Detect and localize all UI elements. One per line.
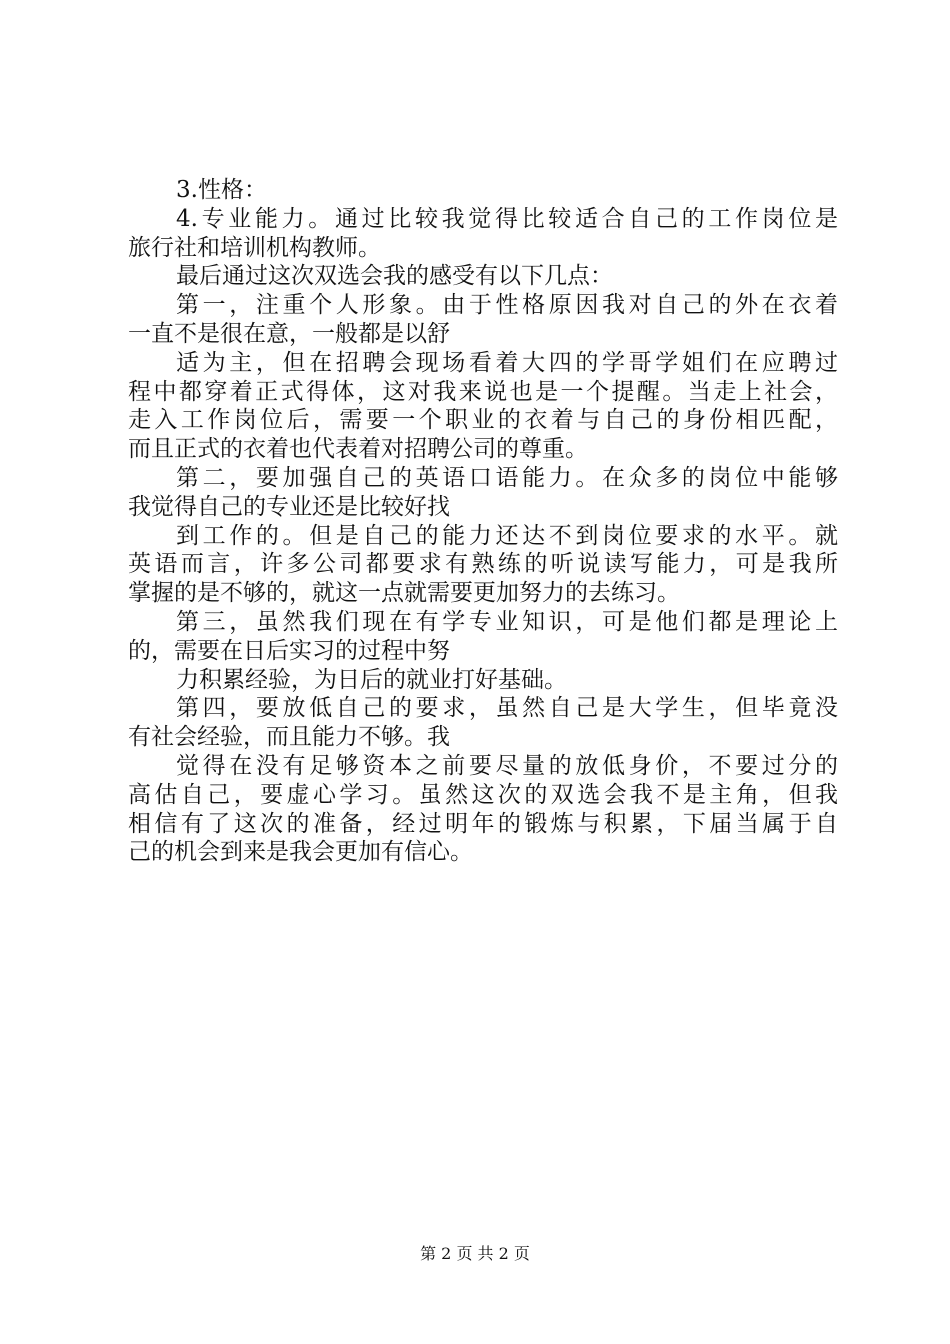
text-line: 3.性格：: [176, 177, 267, 203]
page-footer: 第 2 页 共 2 页: [420, 1244, 530, 1263]
text-line: 力积累经验，为日后的就业打好基础。: [176, 666, 567, 693]
text-line: 一直不是很在意，一般都是以舒: [128, 320, 450, 347]
text-line: 有社会经验，而且能力不够。我: [128, 724, 450, 751]
text-line: 第三，虽然我们现在有学专业知识，可是他们都是理论上: [176, 608, 838, 635]
text-line: 到工作的。但是自己的能力还达不到岗位要求的水平。就: [176, 522, 838, 549]
text-line: 适为主，但在招聘会现场看着大四的学哥学姐们在应聘过: [176, 349, 838, 376]
text-line: 英语而言，许多公司都要求有熟练的听说读写能力，可是我所: [128, 551, 838, 578]
text-line: 第一，注重个人形象。由于性格原因我对自己的外在衣着: [176, 292, 838, 319]
text-line: 最后通过这次双选会我的感受有以下几点：: [176, 263, 613, 290]
document-body: [128, 176, 838, 867]
text-line: 第二，要加强自己的英语口语能力。在众多的岗位中能够: [176, 464, 838, 491]
text-line: 程中都穿着正式得体，这对我来说也是一个提醒。当走上社会，: [128, 378, 838, 405]
text-line: 的，需要在日后实习的过程中努: [128, 637, 450, 664]
text-line: 而且正式的衣着也代表着对招聘公司的尊重。: [128, 436, 588, 463]
text-line: 旅行社和培训机构教师。: [128, 234, 381, 261]
text-line: 掌握的是不够的，就这一点就需要更加努力的去练习。: [128, 580, 680, 607]
text-line: 第四，要放低自己的要求，虽然自己是大学生，但毕竟没: [176, 695, 838, 722]
text-line: 相信有了这次的准备，经过明年的锻炼与积累，下届当属于自: [128, 810, 838, 837]
text-line: 高估自己，要虚心学习。虽然这次的双选会我不是主角，但我: [128, 781, 838, 808]
text-line: 我觉得自己的专业还是比较好找: [128, 493, 450, 520]
text-line: 走入工作岗位后，需要一个职业的衣着与自己的身份相匹配，: [128, 407, 838, 434]
text-line: 觉得在没有足够资本之前要尽量的放低身价，不要过分的: [176, 752, 838, 779]
text-line: 4.专业能力。通过比较我觉得比较适合自己的工作岗位是: [176, 205, 838, 232]
text-line: 己的机会到来是我会更加有信心。: [128, 839, 473, 866]
